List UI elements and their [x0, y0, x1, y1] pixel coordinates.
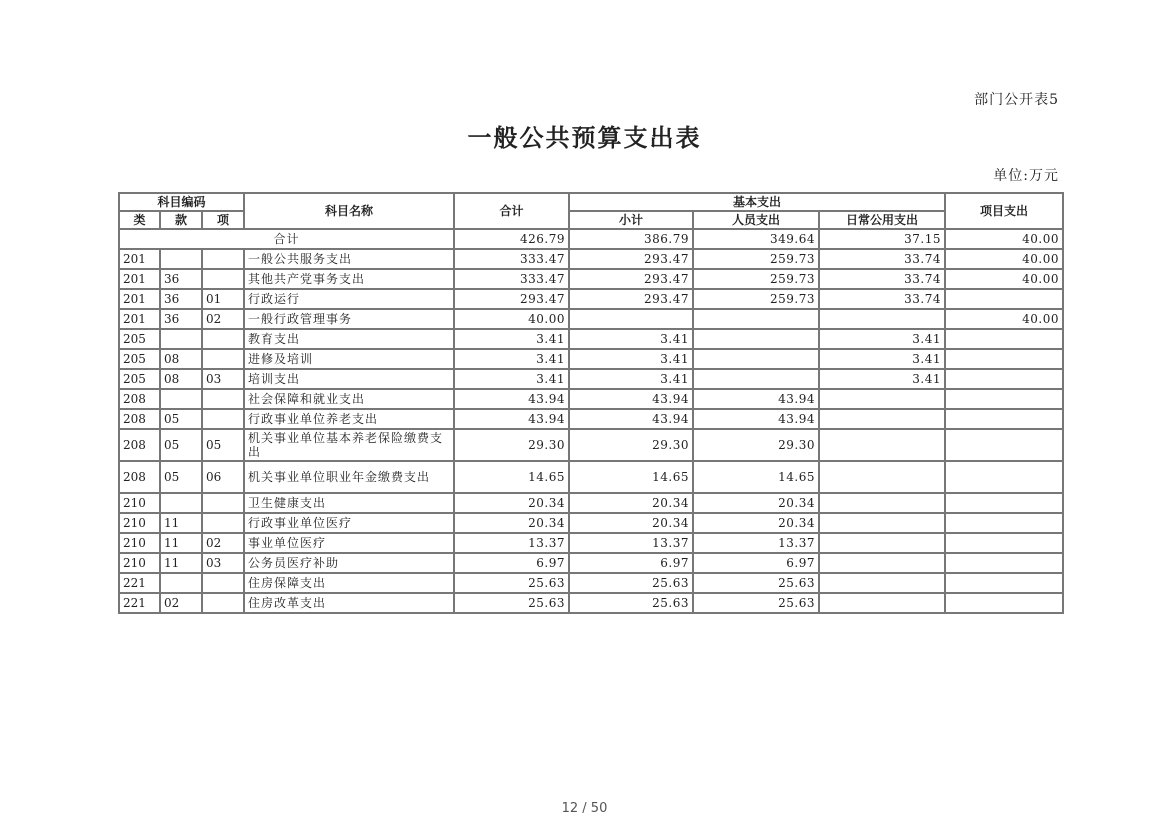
cell-section-code: 08: [160, 349, 202, 369]
table-row: [119, 409, 1063, 429]
cell-item-code: 01: [202, 289, 244, 309]
header-subject-code: 科目编码: [119, 193, 244, 211]
cell-item-code: [202, 269, 244, 289]
page-indicator: 12 / 50: [561, 801, 608, 816]
header-subtotal: 小计: [569, 211, 693, 229]
cell-personnel: 13.37: [693, 533, 819, 553]
cell-section-code: 05: [160, 461, 202, 493]
cell-subject-name: 行政事业单位医疗: [244, 513, 454, 533]
table-row: [119, 573, 1063, 593]
cell-subject-name: 其他共产党事务支出: [244, 269, 454, 289]
cell-subtotal: 3.41: [569, 369, 693, 389]
cell-public: [819, 533, 945, 553]
cell-public: [819, 513, 945, 533]
header-total: 合计: [454, 193, 569, 229]
cell-subtotal: 43.94: [569, 389, 693, 409]
total-public: 37.15: [819, 229, 945, 249]
cell-total: 13.37: [454, 533, 569, 553]
cell-total: 25.63: [454, 593, 569, 613]
cell-subtotal: 25.63: [569, 573, 693, 593]
cell-section-code: 11: [160, 533, 202, 553]
cell-public: 33.74: [819, 269, 945, 289]
cell-section-code: 05: [160, 409, 202, 429]
cell-class-code: 205: [119, 349, 160, 369]
cell-subject-name: 卫生健康支出: [244, 493, 454, 513]
cell-subject-name: 教育支出: [244, 329, 454, 349]
cell-personnel: 20.34: [693, 493, 819, 513]
cell-personnel: 6.97: [693, 553, 819, 573]
cell-personnel: [693, 329, 819, 349]
cell-total: 20.34: [454, 493, 569, 513]
cell-public: [819, 429, 945, 461]
cell-subtotal: 293.47: [569, 249, 693, 269]
cell-item-code: [202, 349, 244, 369]
cell-class-code: 201: [119, 309, 160, 329]
cell-personnel: 29.30: [693, 429, 819, 461]
cell-item-code: 06: [202, 461, 244, 493]
cell-class-code: 201: [119, 289, 160, 309]
table-row: [119, 389, 1063, 409]
cell-public: [819, 389, 945, 409]
cell-item-code: 02: [202, 309, 244, 329]
cell-subject-name: 事业单位医疗: [244, 533, 454, 553]
cell-project: [945, 349, 1063, 369]
cell-subject-name: 培训支出: [244, 369, 454, 389]
cell-subject-name: 一般行政管理事务: [244, 309, 454, 329]
cell-subtotal: 3.41: [569, 329, 693, 349]
cell-public: 3.41: [819, 349, 945, 369]
cell-total: 43.94: [454, 409, 569, 429]
cell-subtotal: 25.63: [569, 593, 693, 613]
cell-project: 40.00: [945, 309, 1063, 329]
cell-subtotal: 13.37: [569, 533, 693, 553]
cell-total: 293.47: [454, 289, 569, 309]
cell-subtotal: 43.94: [569, 409, 693, 429]
cell-personnel: 259.73: [693, 289, 819, 309]
document-code: 部门公开表5: [974, 92, 1059, 108]
cell-class-code: 221: [119, 573, 160, 593]
cell-section-code: 08: [160, 369, 202, 389]
cell-item-code: [202, 329, 244, 349]
header-subject-name: 科目名称: [244, 193, 454, 229]
cell-total: 333.47: [454, 269, 569, 289]
cell-item-code: [202, 593, 244, 613]
cell-subtotal: 6.97: [569, 553, 693, 573]
cell-class-code: 210: [119, 513, 160, 533]
cell-class-code: 205: [119, 329, 160, 349]
cell-section-code: [160, 249, 202, 269]
cell-item-code: [202, 389, 244, 409]
cell-public: 33.74: [819, 249, 945, 269]
cell-total: 20.34: [454, 513, 569, 533]
cell-subject-name: 住房改革支出: [244, 593, 454, 613]
cell-project: [945, 513, 1063, 533]
cell-section-code: 02: [160, 593, 202, 613]
header-item: 项: [202, 211, 244, 229]
table-row: [119, 493, 1063, 513]
total-personnel: 349.64: [693, 229, 819, 249]
cell-section-code: [160, 389, 202, 409]
cell-project: 40.00: [945, 249, 1063, 269]
cell-subtotal: 20.34: [569, 513, 693, 533]
cell-total: 6.97: [454, 553, 569, 573]
cell-project: [945, 289, 1063, 309]
cell-subtotal: 3.41: [569, 349, 693, 369]
table-row: [119, 513, 1063, 533]
cell-section-code: 05: [160, 429, 202, 461]
table-row: [119, 309, 1063, 329]
cell-item-code: 05: [202, 429, 244, 461]
cell-item-code: [202, 409, 244, 429]
cell-personnel: [693, 309, 819, 329]
cell-subtotal: 293.47: [569, 289, 693, 309]
cell-section-code: 36: [160, 309, 202, 329]
header-class: 类: [119, 211, 160, 229]
header-row-1: [119, 193, 1063, 211]
cell-public: [819, 309, 945, 329]
cell-personnel: 14.65: [693, 461, 819, 493]
cell-section-code: 11: [160, 513, 202, 533]
cell-class-code: 210: [119, 493, 160, 513]
table-row: [119, 349, 1063, 369]
cell-project: [945, 461, 1063, 493]
cell-personnel: 259.73: [693, 269, 819, 289]
cell-subject-name: 进修及培训: [244, 349, 454, 369]
cell-project: [945, 533, 1063, 553]
cell-subject-name: 一般公共服务支出: [244, 249, 454, 269]
table-row: [119, 429, 1063, 461]
cell-public: 3.41: [819, 369, 945, 389]
total-subtotal: 386.79: [569, 229, 693, 249]
cell-class-code: 210: [119, 533, 160, 553]
cell-subject-name: 公务员医疗补助: [244, 553, 454, 573]
cell-total: 3.41: [454, 369, 569, 389]
table-row: [119, 369, 1063, 389]
page-title: 一般公共预算支出表: [467, 123, 702, 152]
cell-subject-name: 住房保障支出: [244, 573, 454, 593]
table-row: [119, 553, 1063, 573]
cell-subject-name: 社会保障和就业支出: [244, 389, 454, 409]
table-row: [119, 533, 1063, 553]
cell-personnel: [693, 349, 819, 369]
cell-item-code: 02: [202, 533, 244, 553]
cell-total: 40.00: [454, 309, 569, 329]
budget-table: [118, 192, 1064, 614]
cell-item-code: 03: [202, 369, 244, 389]
cell-total: 333.47: [454, 249, 569, 269]
cell-total: 25.63: [454, 573, 569, 593]
header-basic: 基本支出: [569, 193, 945, 211]
cell-class-code: 208: [119, 461, 160, 493]
cell-section-code: 11: [160, 553, 202, 573]
cell-class-code: 201: [119, 249, 160, 269]
table-row: [119, 249, 1063, 269]
cell-project: [945, 369, 1063, 389]
table-row: [119, 329, 1063, 349]
cell-personnel: 43.94: [693, 389, 819, 409]
cell-class-code: 221: [119, 593, 160, 613]
cell-personnel: 25.63: [693, 573, 819, 593]
table-row: [119, 269, 1063, 289]
cell-section-code: [160, 493, 202, 513]
cell-subject-name: 行政事业单位养老支出: [244, 409, 454, 429]
cell-personnel: 25.63: [693, 593, 819, 613]
cell-project: [945, 409, 1063, 429]
cell-project: [945, 389, 1063, 409]
cell-public: [819, 461, 945, 493]
cell-subject-name: 机关事业单位职业年金缴费支出: [244, 461, 454, 493]
cell-section-code: 36: [160, 289, 202, 309]
header-section: 款: [160, 211, 202, 229]
cell-class-code: 201: [119, 269, 160, 289]
cell-class-code: 208: [119, 429, 160, 461]
cell-section-code: 36: [160, 269, 202, 289]
table-row: [119, 593, 1063, 613]
cell-public: [819, 409, 945, 429]
cell-project: [945, 429, 1063, 461]
cell-total: 3.41: [454, 329, 569, 349]
cell-personnel: 20.34: [693, 513, 819, 533]
cell-item-code: [202, 573, 244, 593]
cell-class-code: 208: [119, 389, 160, 409]
table-row: [119, 289, 1063, 309]
cell-public: [819, 573, 945, 593]
cell-subtotal: 293.47: [569, 269, 693, 289]
cell-item-code: [202, 249, 244, 269]
cell-project: 40.00: [945, 269, 1063, 289]
cell-public: [819, 553, 945, 573]
header-public: 日常公用支出: [819, 211, 945, 229]
cell-total: 3.41: [454, 349, 569, 369]
cell-subtotal: [569, 309, 693, 329]
cell-personnel: 259.73: [693, 249, 819, 269]
unit-label: 单位:万元: [993, 168, 1059, 184]
cell-subtotal: 29.30: [569, 429, 693, 461]
cell-total: 29.30: [454, 429, 569, 461]
cell-class-code: 210: [119, 553, 160, 573]
header-personnel: 人员支出: [693, 211, 819, 229]
cell-subject-name: 行政运行: [244, 289, 454, 309]
cell-class-code: 205: [119, 369, 160, 389]
total-project: 40.00: [945, 229, 1063, 249]
cell-item-code: 03: [202, 553, 244, 573]
header-project: 项目支出: [945, 193, 1063, 229]
total-total: 426.79: [454, 229, 569, 249]
cell-project: [945, 329, 1063, 349]
cell-total: 14.65: [454, 461, 569, 493]
cell-subject-name: 机关事业单位基本养老保险缴费支出: [244, 429, 454, 461]
cell-public: 3.41: [819, 329, 945, 349]
cell-total: 43.94: [454, 389, 569, 409]
cell-item-code: [202, 493, 244, 513]
total-row: [119, 229, 1063, 249]
cell-project: [945, 573, 1063, 593]
table-row: [119, 461, 1063, 493]
cell-subtotal: 20.34: [569, 493, 693, 513]
cell-section-code: [160, 329, 202, 349]
cell-project: [945, 553, 1063, 573]
cell-public: 33.74: [819, 289, 945, 309]
cell-subtotal: 14.65: [569, 461, 693, 493]
cell-section-code: [160, 573, 202, 593]
cell-public: [819, 493, 945, 513]
total-label: 合计: [119, 229, 454, 249]
cell-personnel: 43.94: [693, 409, 819, 429]
cell-class-code: 208: [119, 409, 160, 429]
cell-project: [945, 493, 1063, 513]
cell-personnel: [693, 369, 819, 389]
cell-project: [945, 593, 1063, 613]
cell-item-code: [202, 513, 244, 533]
cell-public: [819, 593, 945, 613]
